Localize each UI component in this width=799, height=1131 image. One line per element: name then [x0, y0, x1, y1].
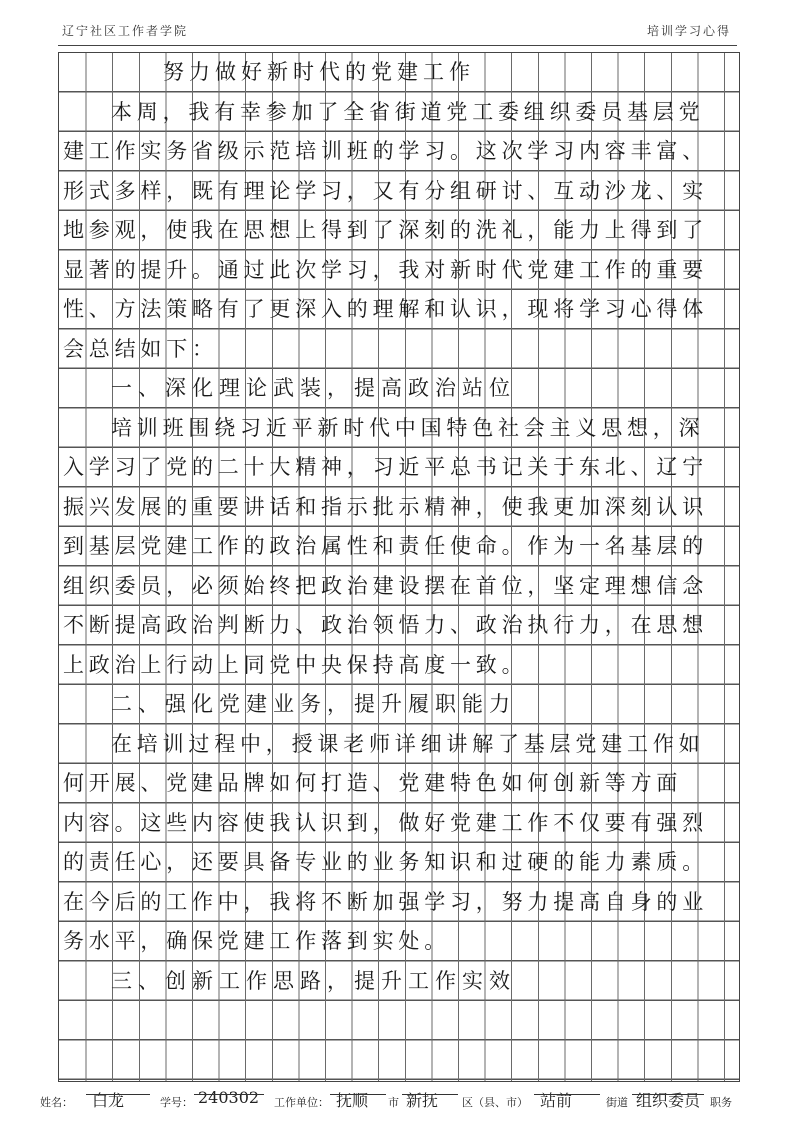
name-value: 白龙 [92, 1091, 125, 1110]
name-label: 姓名： [40, 1096, 73, 1109]
body-line: 振兴发展的重要讲话和指示批示精神，使我更加深刻认识 [63, 494, 708, 519]
body-line: 不断提高政治判断力、政治领悟力、政治执行力，在思想 [63, 613, 708, 637]
body-line: 的责任心，还要具备专业的业务知识和过硬的能力素质。 [63, 850, 708, 874]
signature-footer [40, 1088, 760, 1112]
body-line: 上政治上行动上同党中央保持高度一致。 [63, 652, 528, 677]
name-underline [86, 1094, 150, 1095]
body-line: 培训班围绕习近平新时代中国特色社会主义思想，深 [111, 415, 705, 440]
manuscript-grid-paper [58, 52, 740, 1082]
street-value: 站前 [540, 1091, 573, 1110]
body-line: 组织委员，必须始终把政治建设摆在首位，坚定理想信念 [63, 573, 708, 598]
text-lines [59, 53, 739, 1001]
body-line: 地参观，使我在思想上得到了深刻的洗礼，能力上得到了 [63, 218, 708, 242]
position-label: 职务 [710, 1096, 732, 1109]
body-line: 性、方法策略有了更深入的理解和认识，现将学习心得体 [63, 297, 708, 321]
body-line: 在培训过程中，授课老师详细讲解了基层党建工作如 [111, 731, 705, 756]
body-line: 务水平，确保党建工作落到实处。 [63, 929, 450, 953]
body-line: 会总结如下： [63, 336, 218, 361]
position-underline [632, 1094, 704, 1095]
section-heading: 一、深化理论武装，提高政治站位 [111, 376, 516, 400]
body-line: 到基层党建工作的政治属性和责任使命。作为一名基层的 [63, 534, 708, 558]
body-line: 形式多样，既有理论学习，又有分组研讨、互动沙龙、实 [63, 178, 708, 203]
body-line: 在今后的工作中，我将不断加强学习，努力提高自身的业 [63, 889, 708, 914]
unit-label: 工作单位： [274, 1096, 329, 1109]
body-line: 本周，我有幸参加了全省街道党工委组织委员基层党 [111, 99, 705, 124]
street-underline [534, 1094, 600, 1095]
city-value: 抚顺 [336, 1091, 369, 1110]
body-line: 内容。这些内容使我认识到，做好党建工作不仅要有强烈 [63, 810, 708, 835]
id-underline [194, 1094, 264, 1095]
position-value: 组织委员 [636, 1091, 701, 1110]
section-heading: 二、强化党建业务，提升履职能力 [111, 692, 516, 716]
header-doc-type: 培训学习心得 [646, 24, 731, 38]
body-line: 显著的提升。通过此次学习，我对新时代党建工作的重要 [63, 257, 708, 282]
city-label: 市 [388, 1096, 399, 1109]
street-label: 街道 [606, 1096, 628, 1109]
id-value: 240302 [198, 1088, 260, 1107]
header-institute: 辽宁社区工作者学院 [62, 24, 189, 38]
body-line: 何开展、党建品牌如何打造、党建特色如何创新等方面 [63, 771, 683, 795]
body-line: 建工作实务省级示范培训班的学习。这次学习内容丰富、 [63, 139, 708, 163]
district-underline [402, 1094, 458, 1095]
essay-title: 努力做好新时代的党建工作 [163, 60, 475, 84]
section-heading: 三、创新工作思路，提升工作实效 [111, 968, 516, 993]
city-underline [330, 1094, 386, 1095]
body-line: 入学习了党的二十大精神，习近平总书记关于东北、辽宁 [63, 455, 708, 479]
header-divider [58, 45, 737, 46]
id-label: 学号： [160, 1096, 193, 1109]
district-label: 区（县、市） [462, 1096, 528, 1109]
district-value: 新抚 [406, 1091, 439, 1110]
